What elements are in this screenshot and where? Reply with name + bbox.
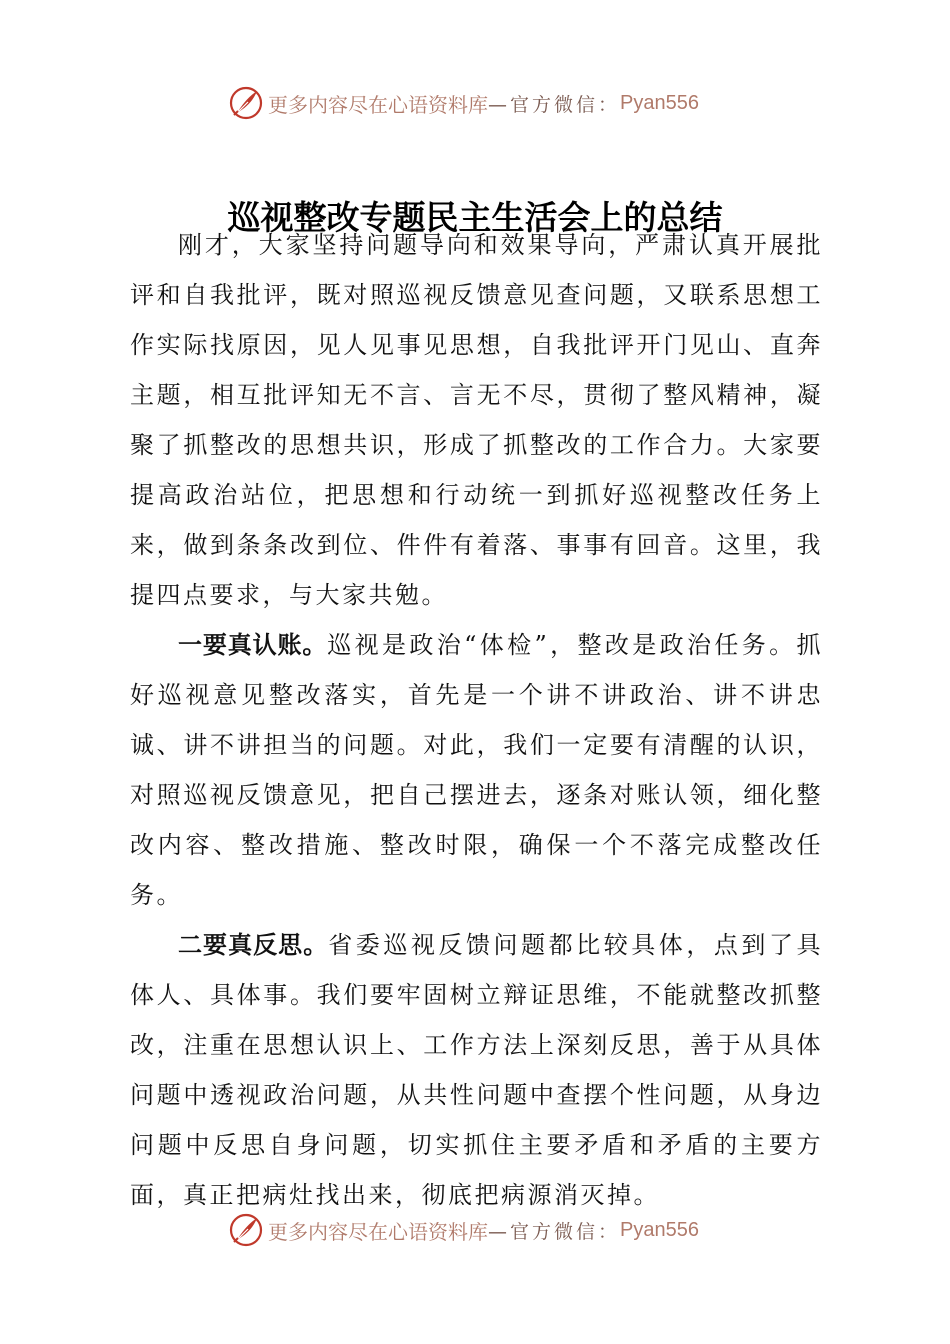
paragraph-1 <box>130 220 823 620</box>
quill-pen-logo-icon <box>228 1212 264 1248</box>
paragraph-3-lead: 二要真反思。 <box>178 931 329 959</box>
paragraph-3-text: 省委巡视反馈问题都比较具体，点到了具体人、具体事。我们要牢固树立辩证思维，不能就整改抓整改，注重在思想认识上、工作方法上深刻反思，善于从具体问题中透视政治问题，从共性问题中查摆个性问题，从身边问题中反思自身问题，切实抓住主要矛盾和矛盾的主要方面，真正把病灶找出来，彻底把病源消灭掉。 <box>130 931 824 1209</box>
header-brand-text: 更多内容尽在心语资料库 <box>268 92 488 117</box>
header-wechat-id: Pyan556 <box>620 91 699 114</box>
document-body <box>130 220 823 1220</box>
footer-wechat-id: Pyan556 <box>620 1218 699 1241</box>
paragraph-3 <box>130 920 823 1220</box>
paragraph-2 <box>130 620 823 920</box>
paragraph-1-text: 刚才，大家坚持问题导向和效果导向，严肃认真开展批评和自我批评，既对照巡视反馈意见查问题，又联系思想工作实际找原因，见人见事见思想，自我批评开门见山、直奔主题，相互批评知无不言、言无不尽，贯彻了整风精神，凝聚了抓整改的思想共识，形成了抓整改的工作合力。大家要提高政治站位，把思想和行动统一到抓好巡视整改任务上来，做到条条改到位、件件有着落、事事有回音。这里，我提四点要求，与大家共勉。 <box>130 231 823 609</box>
footer-official-text: —官方微信： <box>488 1220 621 1243</box>
document-title: 巡视整改专题民主生活会上的总结 <box>227 198 723 237</box>
header-banner <box>228 83 699 123</box>
footer-banner <box>228 1210 699 1250</box>
paragraph-2-text: 巡视是政治“体检”，整改是政治任务。抓好巡视意见整改落实，首先是一个讲不讲政治、讲不讲忠诚、讲不讲担当的问题。对此，我们一定要有清醒的认识，对照巡视反馈意见，把自己摆进去，逐条对账认领，细化整改内容、整改措施、整改时限，确保一个不落完成整改任务。 <box>130 631 824 909</box>
quill-pen-logo-icon <box>228 85 264 121</box>
header-official-text: —官方微信： <box>488 93 621 116</box>
paragraph-2-lead: 一要真认账。 <box>178 631 328 659</box>
footer-brand-text: 更多内容尽在心语资料库 <box>268 1219 488 1244</box>
